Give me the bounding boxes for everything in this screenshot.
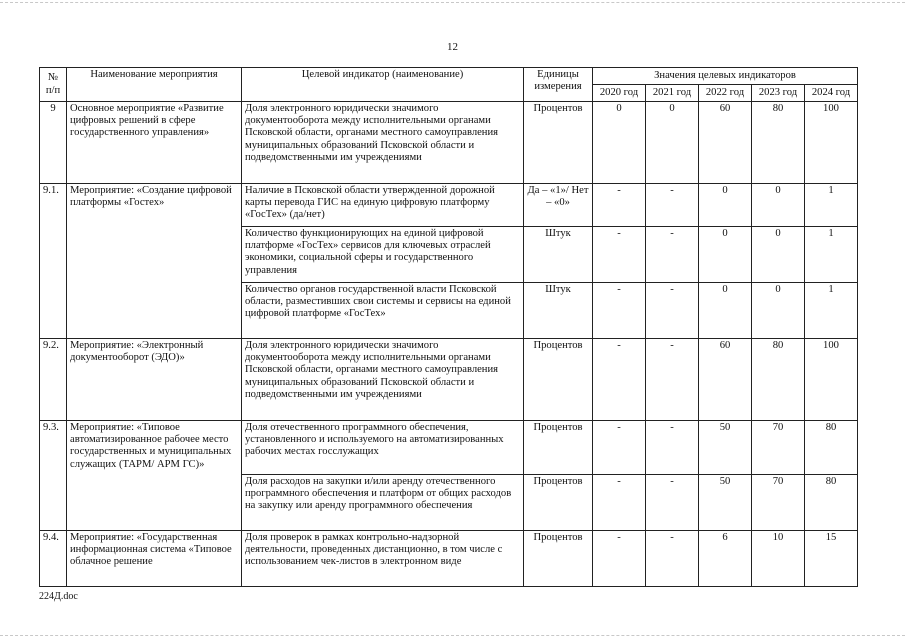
row-value: 0 (752, 184, 805, 227)
row-value: - (646, 531, 699, 587)
table-row (40, 184, 858, 227)
row-value: 50 (699, 421, 752, 475)
row-indicator: Доля отечественного программного обеспечения, установленного и используемого на автоматизированных рабочих местах госслужащих (242, 421, 524, 475)
row-value: 80 (752, 339, 805, 421)
row-units: Штук (524, 283, 593, 339)
row-value: - (593, 283, 646, 339)
row-indicator: Доля проверок в рамках контрольно-надзорной деятельности, проведенных дистанционно, в том числе с использованием чек-листов в электронном виде (242, 531, 524, 587)
row-units: Штук (524, 227, 593, 283)
row-units: Процентов (524, 475, 593, 531)
row-value: 10 (752, 531, 805, 587)
row-number: 9.3. (40, 421, 67, 531)
table-row (40, 102, 858, 184)
row-value: 0 (752, 227, 805, 283)
row-indicator: Доля электронного юридически значимого документооборота между исполнительными органами Псковской области, органами местного самоуправления муниципальных образований Псковской области и подведомственными им учреждениями (242, 102, 524, 184)
row-value: 60 (699, 339, 752, 421)
row-value: 0 (593, 102, 646, 184)
row-value: 50 (699, 475, 752, 531)
row-value: - (646, 475, 699, 531)
row-value: 15 (805, 531, 858, 587)
row-value: - (593, 531, 646, 587)
row-value: - (646, 227, 699, 283)
row-value: - (646, 421, 699, 475)
row-event-name: Основное мероприятие «Развитие цифровых решений в сфере государственного управления» (67, 102, 242, 184)
row-value: 100 (805, 339, 858, 421)
row-value: 1 (805, 184, 858, 227)
row-value: 80 (805, 421, 858, 475)
row-units: Процентов (524, 102, 593, 184)
row-value: - (593, 475, 646, 531)
document-file-code: 224Д.doc (39, 591, 78, 602)
row-value: - (646, 184, 699, 227)
row-event-name: Мероприятие: «Государственная информационная система «Типовое облачное решение (67, 531, 242, 587)
row-value: - (593, 421, 646, 475)
row-value: 6 (699, 531, 752, 587)
table-row (40, 421, 858, 475)
row-number: 9.4. (40, 531, 67, 587)
scan-artifact-top (0, 2, 905, 4)
row-indicator: Количество органов государственной власти Псковской области, разместивших свои системы и сервисы на единой цифровой платформе «ГосТех» (242, 283, 524, 339)
row-units: Процентов (524, 531, 593, 587)
row-value: - (593, 184, 646, 227)
row-number: 9 (40, 102, 67, 184)
row-value: - (593, 227, 646, 283)
row-value: 0 (646, 102, 699, 184)
row-value: 0 (699, 227, 752, 283)
row-value: 0 (699, 184, 752, 227)
row-indicator: Доля электронного юридически значимого документооборота между исполнительными органами Псковской области, органами местного самоуправления муниципальных образований Псковской области и подведомственными им учреждениями (242, 339, 524, 421)
row-indicator: Количество функционирующих на единой цифровой платформе «ГосТех» сервисов для ключевых отраслей экономики, социальной сферы и государственного управления (242, 227, 524, 283)
header-year: 2024 год (805, 85, 858, 102)
row-value: 100 (805, 102, 858, 184)
page-number: 12 (447, 41, 458, 53)
scan-artifact-bottom (0, 635, 905, 637)
header-indicator: Целевой индикатор (наименование) (242, 68, 524, 102)
header-year: 2022 год (699, 85, 752, 102)
row-value: 80 (805, 475, 858, 531)
row-value: 70 (752, 421, 805, 475)
indicators-table (39, 67, 858, 587)
header-units: Единицы измерения (524, 68, 593, 102)
row-value: 1 (805, 283, 858, 339)
row-indicator: Доля расходов на закупки и/или аренду отечественного программного обеспечения и платформ от общих расходов на закупку или аренду программного обеспечения (242, 475, 524, 531)
row-value: 0 (752, 283, 805, 339)
row-value: 60 (699, 102, 752, 184)
row-value: 70 (752, 475, 805, 531)
row-event-name: Мероприятие: «Типовое автоматизированное рабочее место государственных и муниципальных служащих (ТАРМ/ АРМ ГС)» (67, 421, 242, 531)
row-value: 80 (752, 102, 805, 184)
row-units: Процентов (524, 421, 593, 475)
header-number: № п/п (40, 68, 67, 102)
row-event-name: Мероприятие: «Электронный документооборот (ЭДО)» (67, 339, 242, 421)
row-number: 9.1. (40, 184, 67, 339)
header-year: 2023 год (752, 85, 805, 102)
header-year: 2021 год (646, 85, 699, 102)
row-value: - (646, 283, 699, 339)
row-number: 9.2. (40, 339, 67, 421)
row-value: 0 (699, 283, 752, 339)
row-value: - (593, 339, 646, 421)
row-units: Да – «1»/ Нет – «0» (524, 184, 593, 227)
row-units: Процентов (524, 339, 593, 421)
table-row (40, 531, 858, 587)
row-event-name: Мероприятие: «Создание цифровой платформы «Гостех» (67, 184, 242, 339)
header-year: 2020 год (593, 85, 646, 102)
row-value: 1 (805, 227, 858, 283)
table-row (40, 339, 858, 421)
row-value: - (646, 339, 699, 421)
header-values: Значения целевых индикаторов (593, 68, 858, 85)
header-event-name: Наименование мероприятия (67, 68, 242, 102)
row-indicator: Наличие в Псковской области утвержденной дорожной карты перевода ГИС на единую цифровую платформу «ГосТех» (да/нет) (242, 184, 524, 227)
